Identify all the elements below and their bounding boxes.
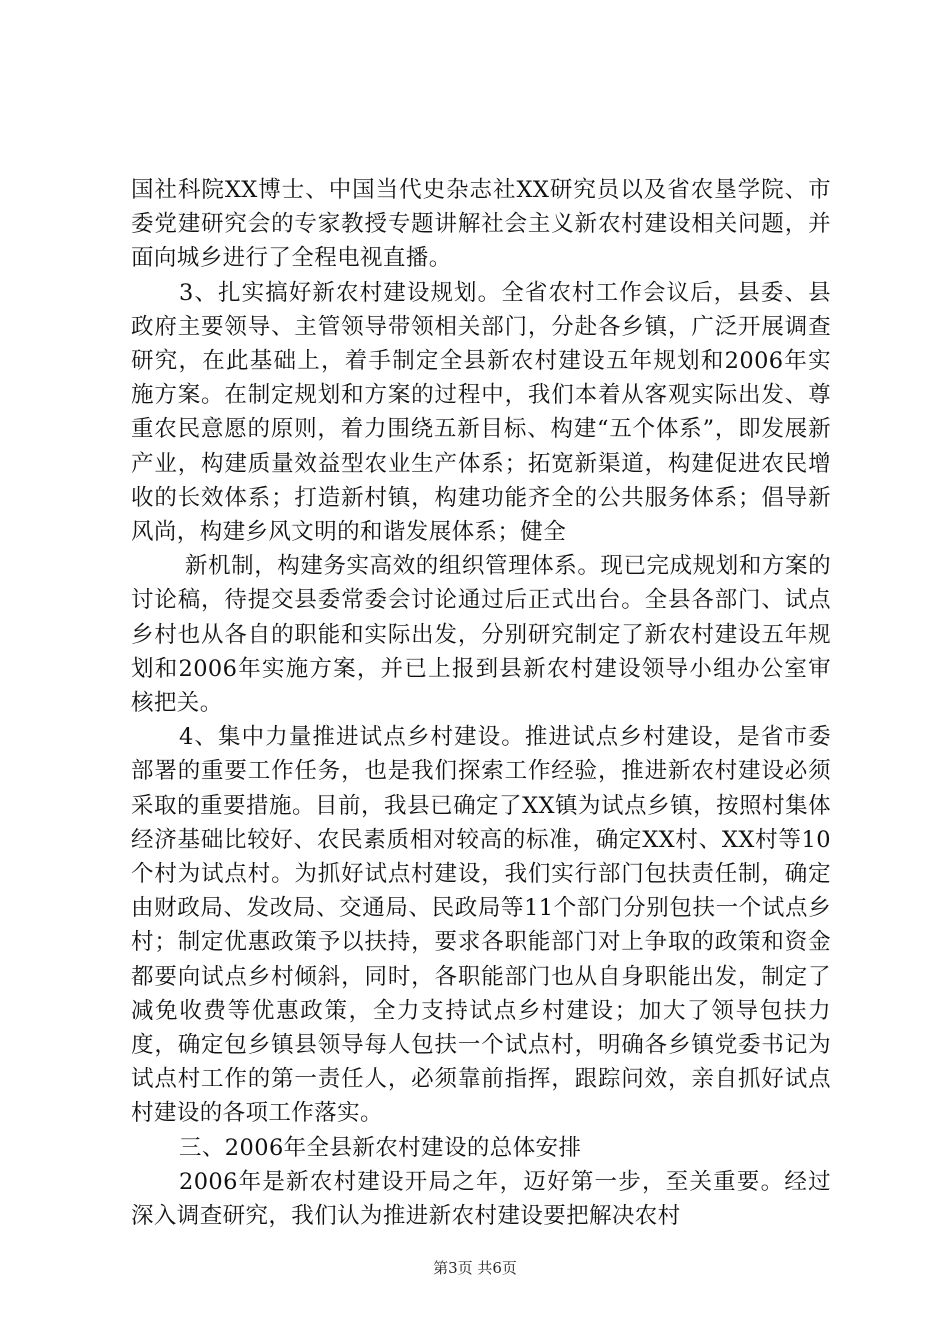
page-footer: 第3页 共6页 bbox=[433, 1259, 517, 1277]
document-body bbox=[131, 173, 831, 1233]
paragraph-planning-continued: 新机制，构建务实高效的组织管理体系。现已完成规划和方案的讨论稿，待提交县委常委会讨论通过后正式出台。全县各部门、试点乡村也从各自的职能和实际出发，分别研究制定了新农村建设五年规划和2006年实施方案，并已上报到县新农村建设领导小组办公室审核把关。 bbox=[131, 553, 831, 717]
paragraph-continuation: 国社科院XX博士、中国当代史杂志社XX研究员以及省农垦学院、市委党建研究会的专家教授专题讲解社会主义新农村建设相关问题，并面向城乡进行了全程电视直播。 bbox=[131, 177, 831, 272]
paragraph-pilot-villages: 4、集中力量推进试点乡村建设。推进试点乡村建设，是省市委部署的重要工作任务，也是我们探索工作经验，推进新农村建设必须采取的重要措施。目前，我县已确定了XX镇为试点乡镇，按照村集体经济基础比较好、农民素质相对较高的标准，确定XX村、XX村等10个村为试点村。为抓好试点村建设，我们实行部门包扶责任制，确定由财政局、发改局、交通局、民政局等11个部门分别包扶一个试点乡村；制定优惠政策予以扶持，要求各职能部门对上争取的政策和资金都要向试点乡村倾斜，同时，各职能部门也从自身职能出发，制定了减免收费等优惠政策，全力支持试点乡村建设；加大了领导包扶力度，确定包乡镇县领导每人包扶一个试点村，明确各乡镇党委书记为试点村工作的第一责任人，必须靠前指挥，跟踪问效，亲自抓好试点村建设的各项工作落实。 bbox=[131, 724, 831, 1127]
paragraph-planning: 3、扎实搞好新农村建设规划。全省农村工作会议后，县委、县政府主要领导、主管领导带领相关部门，分赴各乡镇，广泛开展调查研究，在此基础上，着手制定全县新农村建设五年规划和2006年实施方案。在制定规划和方案的过程中，我们本着从客观实际出发、尊重农民意愿的原则，着力围绕五新目标、构建“五个体系”，即发展新产业，构建质量效益型农业生产体系；拓宽新渠道，构建促进农民增收的长效体系；打造新村镇，构建功能齐全的公共服务体系；倡导新风尚，构建乡风文明的和谐发展体系；健全 bbox=[131, 279, 831, 546]
section-heading-2006-arrangement: 三、2006年全县新农村建设的总体安排 bbox=[179, 1134, 582, 1161]
paragraph-2006-intro: 2006年是新农村建设开局之年，迈好第一步，至关重要。经过深入调查研究，我们认为推进新农村建设要把解决农村 bbox=[131, 1168, 831, 1230]
